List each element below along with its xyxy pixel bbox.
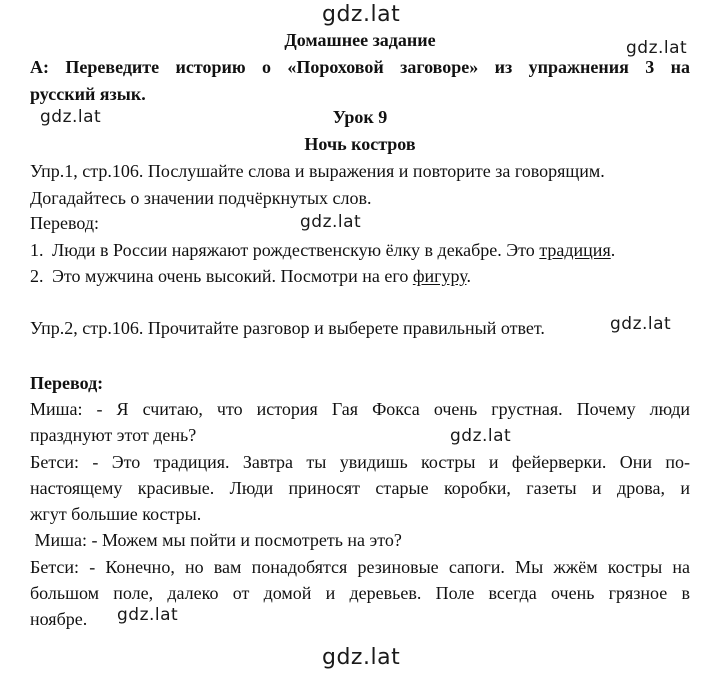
exercise-1-instruction-line-2: Догадайтесь о значении подчёркнутых слов. bbox=[30, 188, 372, 208]
lesson-number: Урок 9 bbox=[332, 107, 388, 127]
item-number: 1. bbox=[30, 240, 44, 260]
dialogue-line: настоящему красивые. Люди приносят старые коробки, газеты и дрова, и bbox=[30, 478, 690, 498]
exercise-1-item-2 bbox=[30, 266, 471, 287]
dialogue-line: Бетси: - Это традиция. Завтра ты увидишь костры и фейерверки. Они по- bbox=[30, 452, 690, 472]
dialogue-line: Миша: - Можем мы пойти и посмотреть на это? bbox=[30, 530, 402, 550]
underlined-word: традиция bbox=[539, 240, 611, 260]
homework-task-line-2: русский язык. bbox=[30, 84, 146, 104]
exercise-2-instruction: Упр.2, стр.106. Прочитайте разговор и выберете правильный ответ. bbox=[30, 318, 545, 338]
dialogue-line: жгут большие костры. bbox=[30, 504, 202, 524]
lesson-title: Ночь костров bbox=[304, 134, 416, 154]
exercise-1-item-1 bbox=[30, 240, 615, 261]
dialogue-translation-label: Перевод: bbox=[30, 373, 104, 393]
item-punct: . bbox=[610, 240, 616, 260]
dialogue-line: большом поле, далеко от домой и деревьев. Поле всегда очень грязное в bbox=[30, 583, 690, 603]
homework-task-line-1: А: Переведите историю о «Пороховой заговоре» из упражнения 3 на bbox=[30, 57, 690, 77]
dialogue-line: празднуют этот день? bbox=[30, 425, 197, 445]
homework-title: Домашнее задание bbox=[284, 30, 436, 50]
exercise-1-instruction-line-1: Упр.1, стр.106. Послушайте слова и выражения и повторите за говорящим. bbox=[30, 161, 605, 181]
watermark-bottom: gdz.lat bbox=[322, 645, 401, 670]
dialogue-line: Миша: - Я считаю, что история Гая Фокса очень грустная. Почему люди bbox=[30, 399, 690, 419]
watermark: gdz.lat bbox=[300, 212, 362, 232]
watermark: gdz.lat bbox=[626, 38, 688, 58]
item-punct: . bbox=[466, 266, 471, 286]
watermark-top: gdz.lat bbox=[322, 2, 401, 27]
dialogue-line: ноябре. bbox=[30, 609, 88, 629]
exercise-1-translation-label: Перевод: bbox=[30, 213, 99, 233]
underlined-word: фигуру bbox=[412, 266, 467, 286]
dialogue-line: Бетси: - Конечно, но вам понадобятся резиновые сапоги. Мы жжём костры на bbox=[30, 557, 690, 577]
watermark: gdz.lat bbox=[610, 314, 672, 334]
watermark: gdz.lat bbox=[40, 107, 102, 127]
watermark: gdz.lat bbox=[450, 426, 512, 446]
item-text: Люди в России наряжают рождественскую ёлку в декабре. Это bbox=[52, 240, 540, 260]
watermark: gdz.lat bbox=[117, 605, 179, 625]
item-number: 2. bbox=[30, 266, 44, 286]
item-text: Это мужчина очень высокий. Посмотри на его bbox=[52, 266, 413, 286]
